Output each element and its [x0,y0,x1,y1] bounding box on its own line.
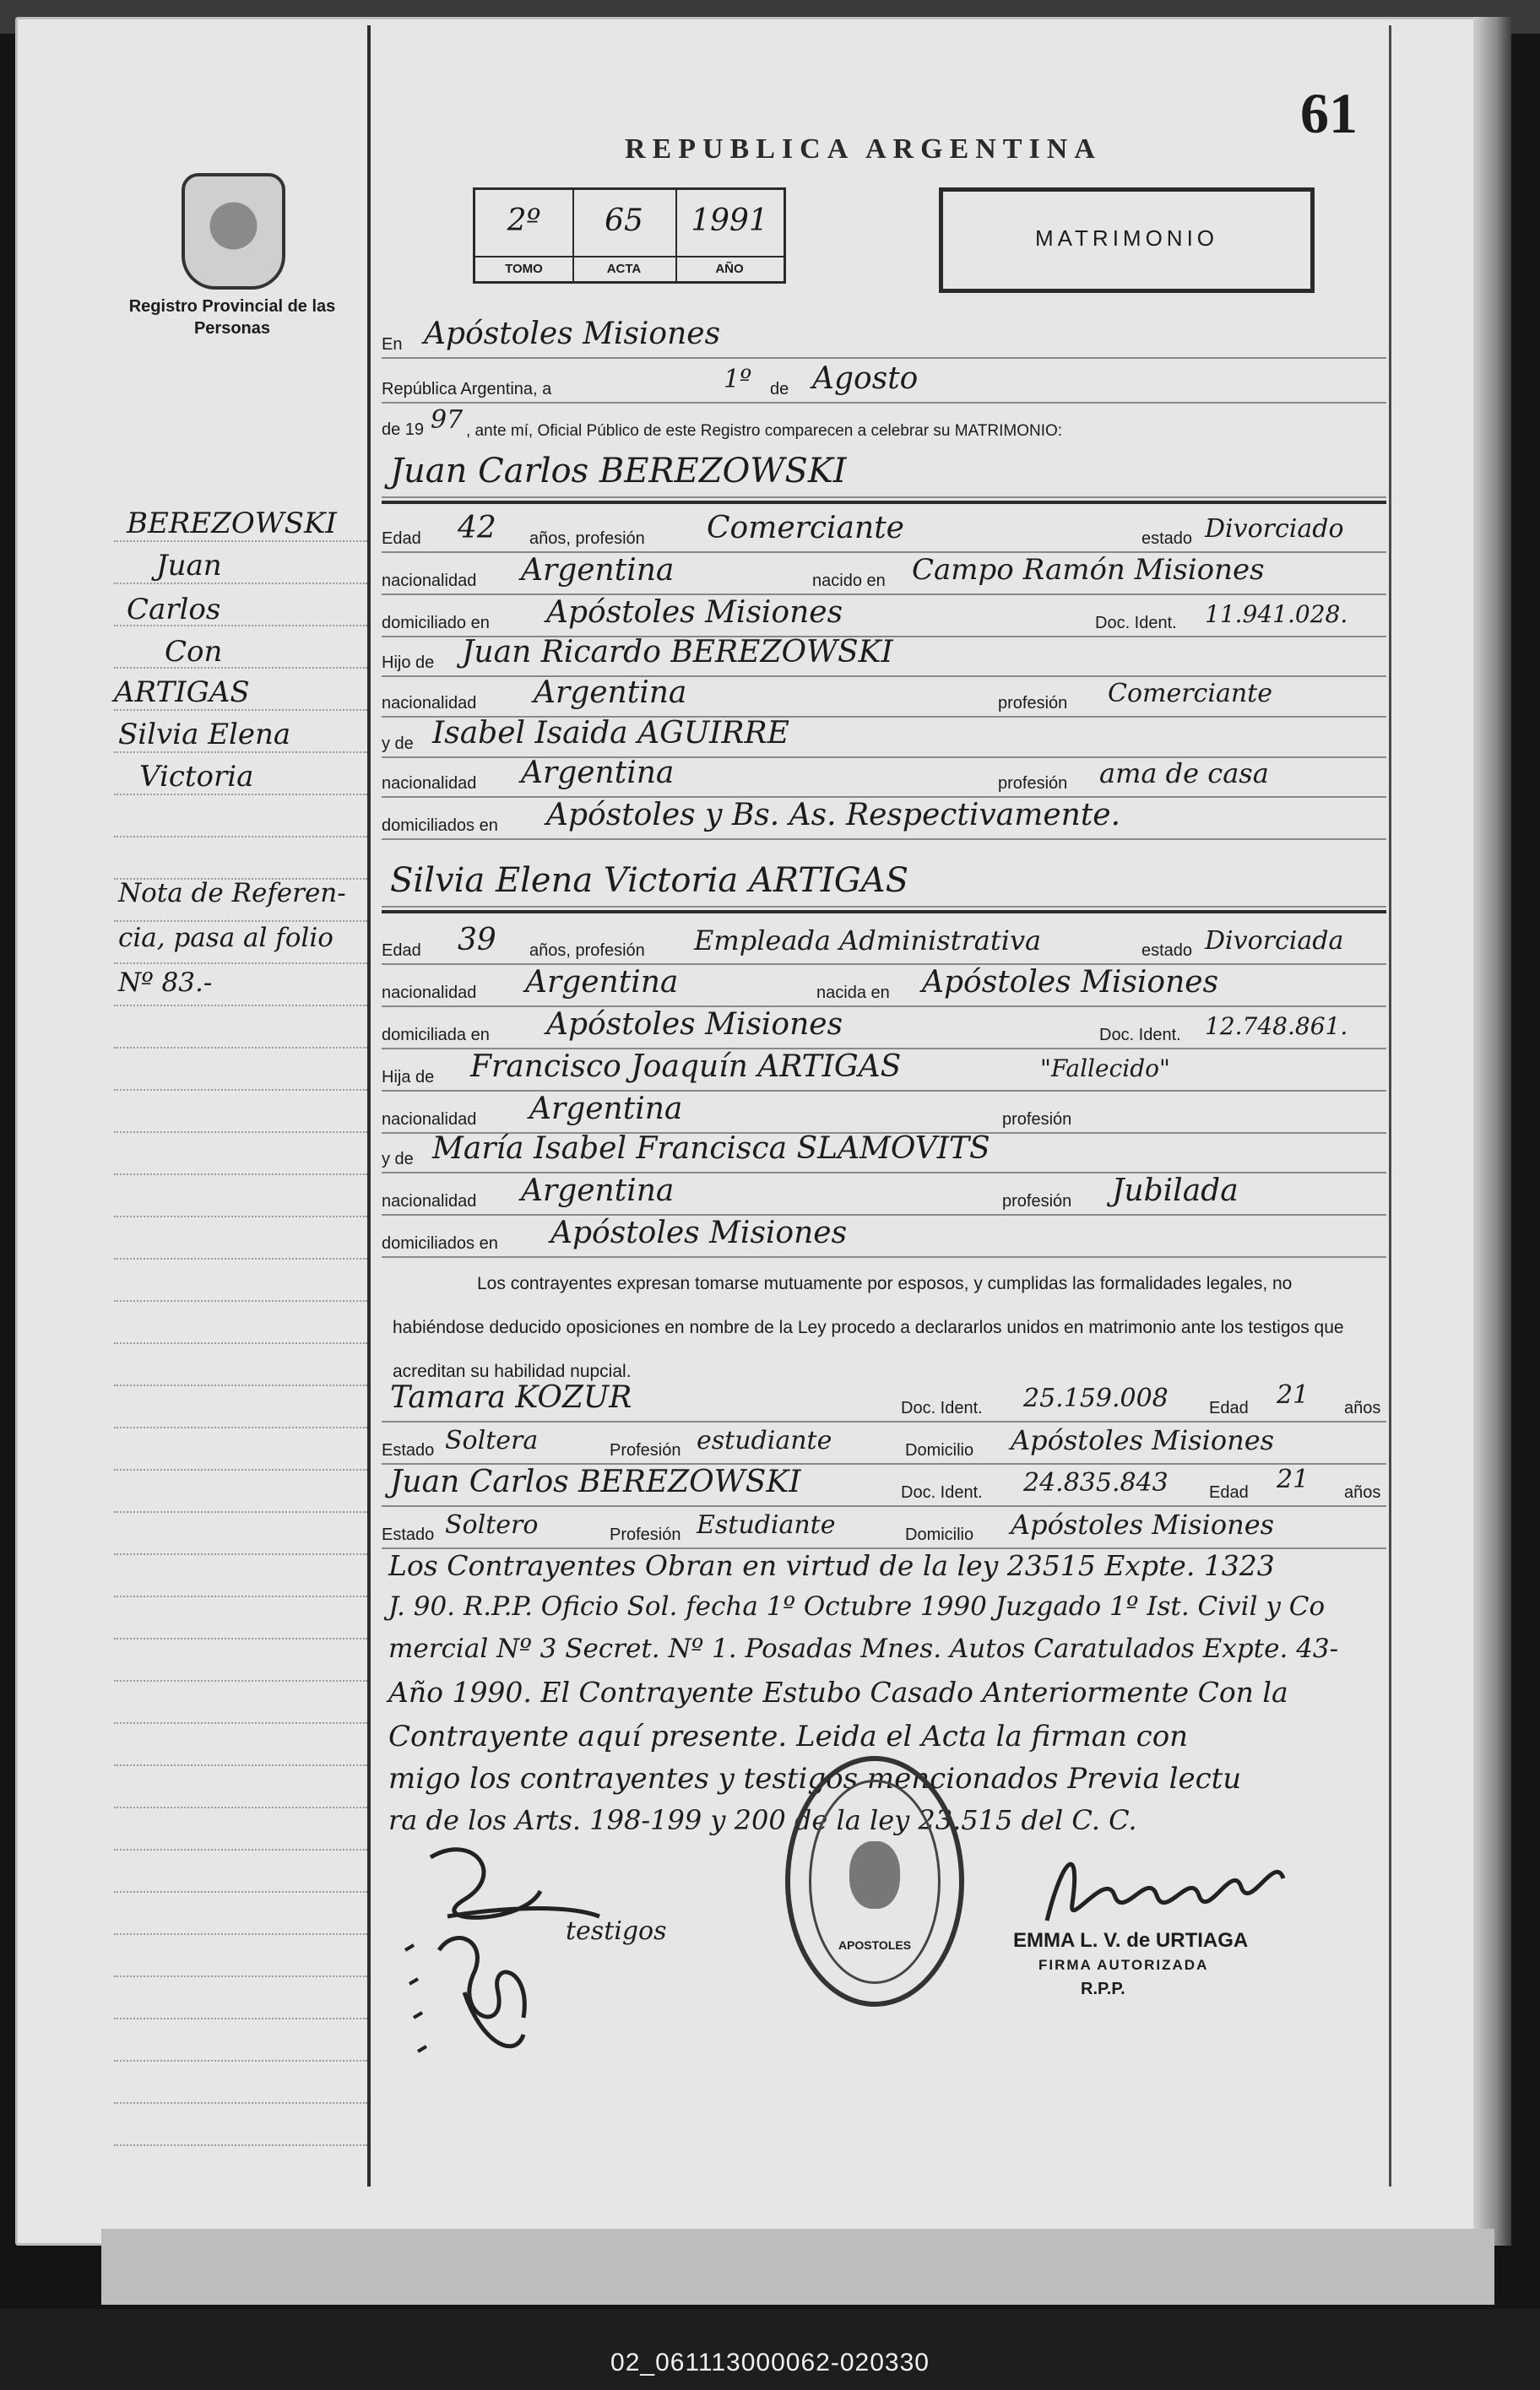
margin-rule [114,836,367,837]
label-w2-estado: Estado [382,1526,435,1544]
label-estado: estado [1141,529,1193,548]
row-bride-madre [382,1131,1386,1173]
bride-madre-prof: Jubilada [1112,1173,1239,1208]
row-bride-dom [382,1007,1386,1049]
provincial-seal-icon [182,173,285,290]
label-nacionalidad: nacionalidad [382,572,477,590]
label-yde: y de [382,734,414,753]
witness1-estado: Soltera [445,1426,539,1455]
margin-name-5: ARTIGAS [114,675,250,709]
row-witness2-b [382,1507,1386,1549]
row-groom-nac [382,553,1386,595]
groom-padre-nac: Argentina [534,675,687,710]
label-w1-doc: Doc. Ident. [901,1399,983,1417]
bride-nacionalidad: Argentina [525,965,679,1000]
margin-rule [114,1891,367,1893]
label-hijo: Hijo de [382,653,435,672]
bride-padre-note: "Fallecido" [1040,1054,1170,1082]
row-bride-madre-nac [382,1173,1386,1216]
label-edad: Edad [382,529,421,548]
label-bride-doc: Doc. Ident. [1099,1026,1181,1044]
label-bride-estado: estado [1141,941,1193,960]
margin-rule [114,962,367,964]
note-line-5: Contrayente aquí presente. Leida el Acta la firman con [388,1720,1189,1753]
label-bride-madre-nac: nacionalidad [382,1192,477,1211]
witness2-domicilio: Apóstoles Misiones [1011,1509,1275,1541]
row-bride-padre-nac [382,1092,1386,1134]
label-bride-padre-nac: nacionalidad [382,1110,477,1129]
witness2-name: Juan Carlos BEREZOWSKI [390,1465,801,1499]
year-value: 97 [431,405,464,435]
groom-nacido: Campo Ramón Misiones [912,553,1265,587]
label-w1-profesion: Profesión [610,1441,681,1460]
label-doc: Doc. Ident. [1095,614,1177,632]
label-w1-estado: Estado [382,1441,435,1460]
official-name: EMMA L. V. de URTIAGA [1013,1929,1249,1952]
witness2-estado: Soltero [445,1510,539,1540]
groom-edad: 42 [458,511,496,545]
label-nacionalidad-padre: nacionalidad [382,694,477,713]
label-bride-nacionalidad: nacionalidad [382,984,477,1002]
row-groom-madre [382,716,1386,758]
note-line-3: mercial Nº 3 Secret. Nº 1. Posadas Mnes. Autos Caratulados Expte. 43- [388,1634,1339,1664]
acta-cell [572,190,677,281]
row-date [382,361,1386,404]
tomo-value: 2º [507,203,541,238]
groom-madre-prof: ama de casa [1099,757,1269,789]
margin-rule [114,1216,367,1217]
margin-rule [114,2060,367,2062]
day-value: 1º [724,365,752,394]
month-value: Agosto [812,361,919,396]
margin-rule [114,2018,367,2019]
label-w1-edad: Edad [1209,1399,1249,1417]
label-de: de [770,380,789,398]
groom-padres-dom: Apóstoles y Bs. As. Respectivamente. [546,798,1121,832]
label-bride-edad: Edad [382,941,421,960]
margin-rule [114,1047,367,1049]
margin-rule [114,2102,367,2104]
row-witness1-b [382,1423,1386,1465]
official-stamp-icon [785,1756,964,2007]
book-spine [1473,17,1511,2246]
margin-name-4: Con [165,635,223,669]
right-border [1389,25,1391,2187]
margin-rule [114,794,367,795]
anio-cell [675,190,784,281]
margin-rule [114,1469,367,1471]
bride-edad: 39 [458,923,496,957]
margin-rule [114,540,367,542]
tomo-cell [475,190,574,281]
groom-padre: Juan Ricardo BEREZOWSKI [462,635,893,669]
margin-rule [114,1089,367,1091]
file-caption: 02_061113000062-020330 [610,2349,930,2376]
label-w2-domicilio: Domicilio [905,1526,974,1544]
groom-profesion: Comerciante [707,511,904,545]
margin-name-2: Juan [156,549,222,583]
label-profesion-padre: profesión [998,694,1068,713]
groom-nacionalidad: Argentina [521,553,675,588]
tomo-label: TOMO [475,256,572,281]
margin-rule [114,1975,367,1977]
groom-madre-nac: Argentina [521,756,675,790]
margin-rule [114,1427,367,1428]
row-bride-padres-dom [382,1216,1386,1258]
stamp-text: APOSTOLES [838,1938,912,1952]
row-witness1-a [382,1380,1386,1423]
row-groom-name [382,452,1386,498]
witness2-profesion: Estudiante [697,1510,836,1540]
bride-profesion: Empleada Administrativa [694,924,1042,957]
label-en: En [382,335,403,354]
margin-rule [114,709,367,711]
anio-label: AÑO [675,256,784,281]
bride-madre-nac: Argentina [521,1173,675,1208]
acta-label: ACTA [572,256,675,281]
margin-rule [114,1258,367,1260]
groom-doc: 11.941.028. [1205,600,1348,628]
row-bride-padre [382,1049,1386,1092]
bride-name: Silvia Elena Victoria ARTIGAS [390,861,908,900]
label-bride-anos-profesion: años, profesión [529,941,645,960]
label-domiciliado: domiciliado en [382,614,490,632]
margin-name-7: Victoria [139,760,254,794]
margin-rule [114,1722,367,1724]
page-underlay [101,2229,1494,2305]
witness1-domicilio: Apóstoles Misiones [1011,1424,1275,1456]
witness1-edad: 21 [1277,1380,1310,1410]
label-republica: República Argentina, a [382,380,552,398]
margin-rule [114,751,367,753]
label-bride-madre-prof: profesión [1002,1192,1072,1211]
label-bride-domiciliados: domiciliados en [382,1234,498,1253]
margin-rule [114,1849,367,1851]
row-groom-padre-nac [382,675,1386,718]
margin-rule [114,2144,367,2146]
label-bride-padre-prof: profesión [1002,1110,1072,1129]
margin-rule [114,583,367,584]
margin-rule [114,1680,367,1682]
margin-name-3: Carlos [127,593,221,626]
margin-divider [367,25,371,2187]
margin-rule [114,1807,367,1808]
margin-rule [114,1131,367,1133]
label-year: de 19 [382,420,425,439]
margin-rule [114,1300,367,1302]
note-line-7: ra de los Arts. 198-199 y 200 de la ley 23.515 del C. C. [388,1804,1137,1836]
margin-rule [114,1385,367,1386]
registro-label: Registro Provincial de las Personas [128,297,336,338]
margin-rule [114,1342,367,1344]
bride-padre-nac: Argentina [529,1092,683,1126]
witness-signatures [397,1824,701,2068]
margin-rule [114,1596,367,1597]
certificate-type: MATRIMONIO [1034,225,1219,251]
groom-estado: Divorciado [1205,514,1344,544]
groom-padre-prof: Comerciante [1108,679,1272,708]
witness1-profesion: estudiante [697,1426,832,1455]
label-hija: Hija de [382,1068,435,1087]
margin-rule [114,667,367,669]
margin-rule [114,1638,367,1639]
row-groom-padres-dom [382,798,1386,840]
row-place [382,317,1386,359]
margin-rule [114,1511,367,1513]
groom-separator [382,501,1386,504]
bride-separator [382,910,1386,913]
page-number: 61 [1300,81,1358,145]
label-anos-profesion: años, profesión [529,529,645,548]
bride-nacida: Apóstoles Misiones [922,965,1219,1000]
note-line-1: Los Contrayentes Obran en virtud de la ley 23515 Expte. 1323 [388,1549,1275,1582]
witness1-name: Tamara KOZUR [390,1380,632,1415]
note-line-6: migo los contrayentes y testigos mencionados Previa lectu [388,1762,1242,1796]
label-domiciliados: domiciliados en [382,816,498,835]
margin-reference-1: Nota de Referen- [118,878,346,908]
bride-doc: 12.748.861. [1205,1012,1348,1040]
label-bride-yde: y de [382,1150,414,1168]
intro-text: , ante mí, Oficial Público de este Registro comparecen a celebrar su MATRIMONIO: [466,422,1063,440]
row-bride-nac [382,965,1386,1007]
margin-reference-3: Nº 83.- [118,967,213,998]
note-line-4: Año 1990. El Contrayente Estubo Casado Anteriormente Con la [388,1676,1288,1709]
witness-mark: testigos [566,1916,667,1946]
row-bride-name [382,861,1386,908]
certificate-type-box [939,187,1315,293]
country-heading: REPUBLICA ARGENTINA [625,133,1102,165]
label-nacido: nacido en [812,572,886,590]
margin-name-6: Silvia Elena [118,718,291,751]
label-w2-doc: Doc. Ident. [901,1483,983,1502]
row-groom-dom [382,595,1386,637]
tomo-acta-box [473,187,786,284]
witness2-edad: 21 [1277,1465,1310,1494]
label-w2-edad: Edad [1209,1483,1249,1502]
label-w2-anos: años [1344,1483,1381,1502]
bride-padres-dom: Apóstoles Misiones [550,1216,848,1250]
groom-madre: Isabel Isaida AGUIRRE [432,716,789,751]
row-bride-edad [382,923,1386,965]
bride-madre: María Isabel Francisca SLAMOVITS [432,1131,990,1166]
margin-rule [114,1553,367,1555]
label-domiciliada: domiciliada en [382,1026,490,1044]
bride-domicilio: Apóstoles Misiones [546,1007,843,1042]
groom-domicilio: Apóstoles Misiones [546,595,843,630]
groom-name: Juan Carlos BEREZOWSKI [390,452,847,490]
margin-reference-2: cia, pasa al folio [118,923,333,953]
official-title: FIRMA AUTORIZADA [1038,1957,1209,1973]
margin-rule [114,1173,367,1175]
place-value: Apóstoles Misiones [424,317,721,351]
row-groom-madre-nac [382,756,1386,798]
bride-estado: Divorciada [1205,926,1344,956]
label-w2-profesion: Profesión [610,1526,681,1544]
margin-rule [114,920,367,922]
margin-rule [114,1764,367,1766]
row-groom-edad [382,511,1386,553]
row-groom-padre [382,635,1386,677]
row-witness2-a [382,1465,1386,1507]
label-w1-domicilio: Domicilio [905,1441,974,1460]
witness1-doc: 25.159.008 [1023,1384,1169,1413]
stamp-portrait-icon [849,1841,900,1909]
official-abbr: R.P.P. [1081,1980,1125,1998]
acta-value: 65 [605,203,643,238]
label-profesion-madre: profesión [998,774,1068,793]
declaration-text: Los contrayentes expresan tomarse mutuamente por esposos, y cumplidas las formalidades legales, no habiéndose deducido oposiciones en nombre de la Ley procedo a declararlos unidos en matrimonio ante los testigos que acreditan su habilidad nupcial. [393,1274,1344,1381]
margin-name-1: BEREZOWSKI [127,507,337,540]
witness2-doc: 24.835.843 [1023,1468,1169,1498]
anio-value: 1991 [691,203,768,238]
row-year [382,404,1386,446]
note-line-2: J. 90. R.P.P. Oficio Sol. fecha 1º Octubre 1990 Juzgado 1º Ist. Civil y Co [388,1591,1326,1622]
label-nacida: nacida en [816,984,890,1002]
label-w1-anos: años [1344,1399,1381,1417]
bride-padre: Francisco Joaquín ARTIGAS [470,1049,902,1084]
margin-rule [114,1005,367,1006]
label-nacionalidad-madre: nacionalidad [382,774,477,793]
margin-rule [114,1933,367,1935]
